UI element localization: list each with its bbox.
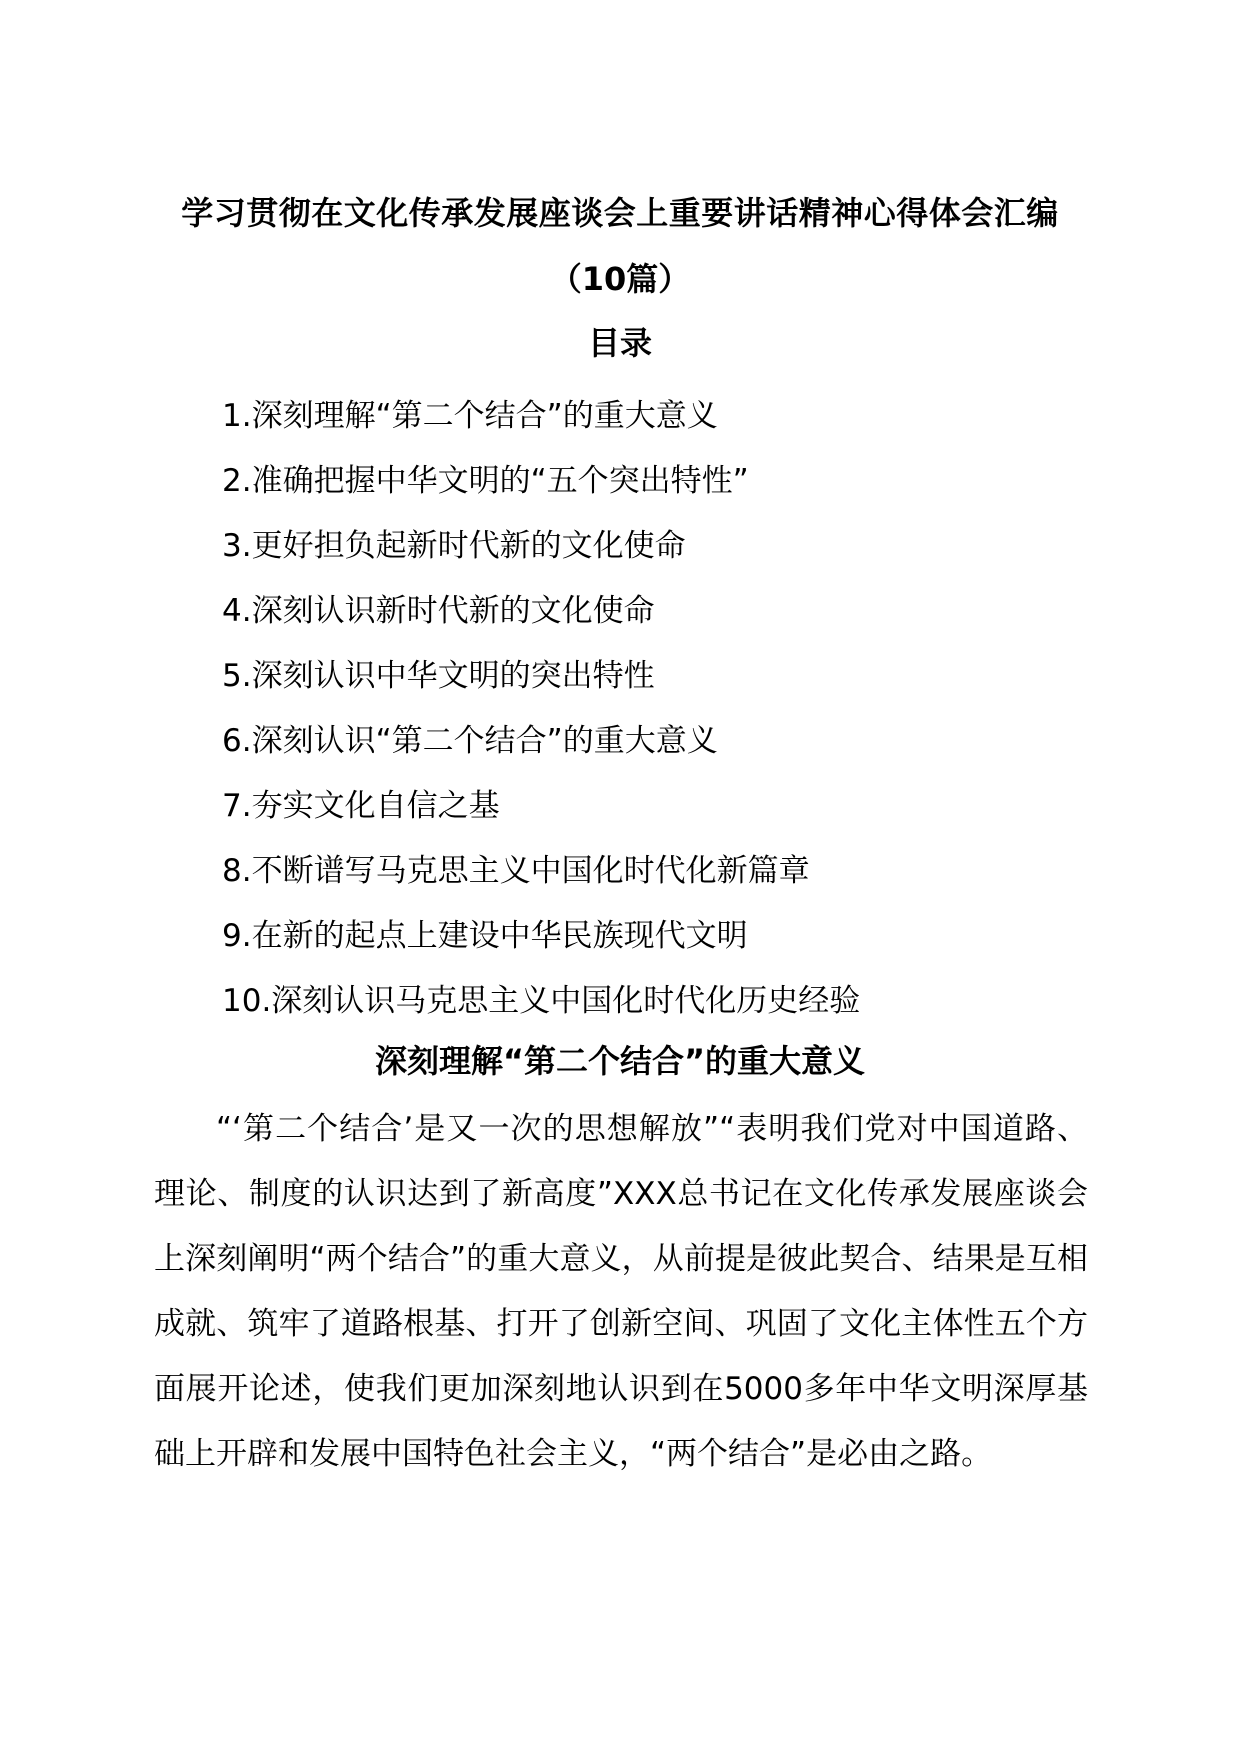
toc-item-1: 1.深刻理解“第二个结合”的重大意义	[222, 398, 718, 434]
section-heading: 深刻理解“第二个结合”的重大意义	[374, 1042, 866, 1080]
toc-item-4: 4.深刻认识新时代新的文化使命	[222, 593, 655, 629]
table-of-contents	[222, 384, 860, 1034]
body-paragraph: “‘第二个结合’是又一次的思想解放”“表明我们党对中国道路、理论、制度的认识达到了新高度”XXX总书记在文化传承发展座谈会上深刻阐明“两个结合”的重大意义，从前提是彼此契合、结果是互相成就、筑牢了道路根基、打开了创新空间、巩固了文化主体性五个方面展开论述，使我们更加深刻地认识到在5000多年中华文明深厚基础上开辟和发展中国特色社会主义，“两个结合”是必由之路。	[154, 1111, 1088, 1472]
document-subtitle-count: （10篇）	[549, 260, 691, 298]
toc-heading: 目录	[587, 324, 652, 362]
toc-item-8: 8.不断谱写马克思主义中国化时代化新篇章	[222, 853, 810, 889]
toc-item-3: 3.更好担负起新时代新的文化使命	[222, 528, 686, 564]
toc-item-2: 2.准确把握中华文明的“五个突出特性”	[222, 463, 749, 499]
document-title: 学习贯彻在文化传承发展座谈会上重要讲话精神心得体会汇编	[181, 194, 1059, 232]
toc-item-10: 10.深刻认识马克思主义中国化时代化历史经验	[222, 983, 861, 1019]
toc-item-9: 9.在新的起点上建设中华民族现代文明	[222, 918, 748, 954]
toc-item-6: 6.深刻认识“第二个结合”的重大意义	[222, 723, 718, 759]
toc-item-5: 5.深刻认识中华文明的突出特性	[222, 658, 655, 694]
toc-item-7: 7.夯实文化自信之基	[222, 788, 500, 824]
